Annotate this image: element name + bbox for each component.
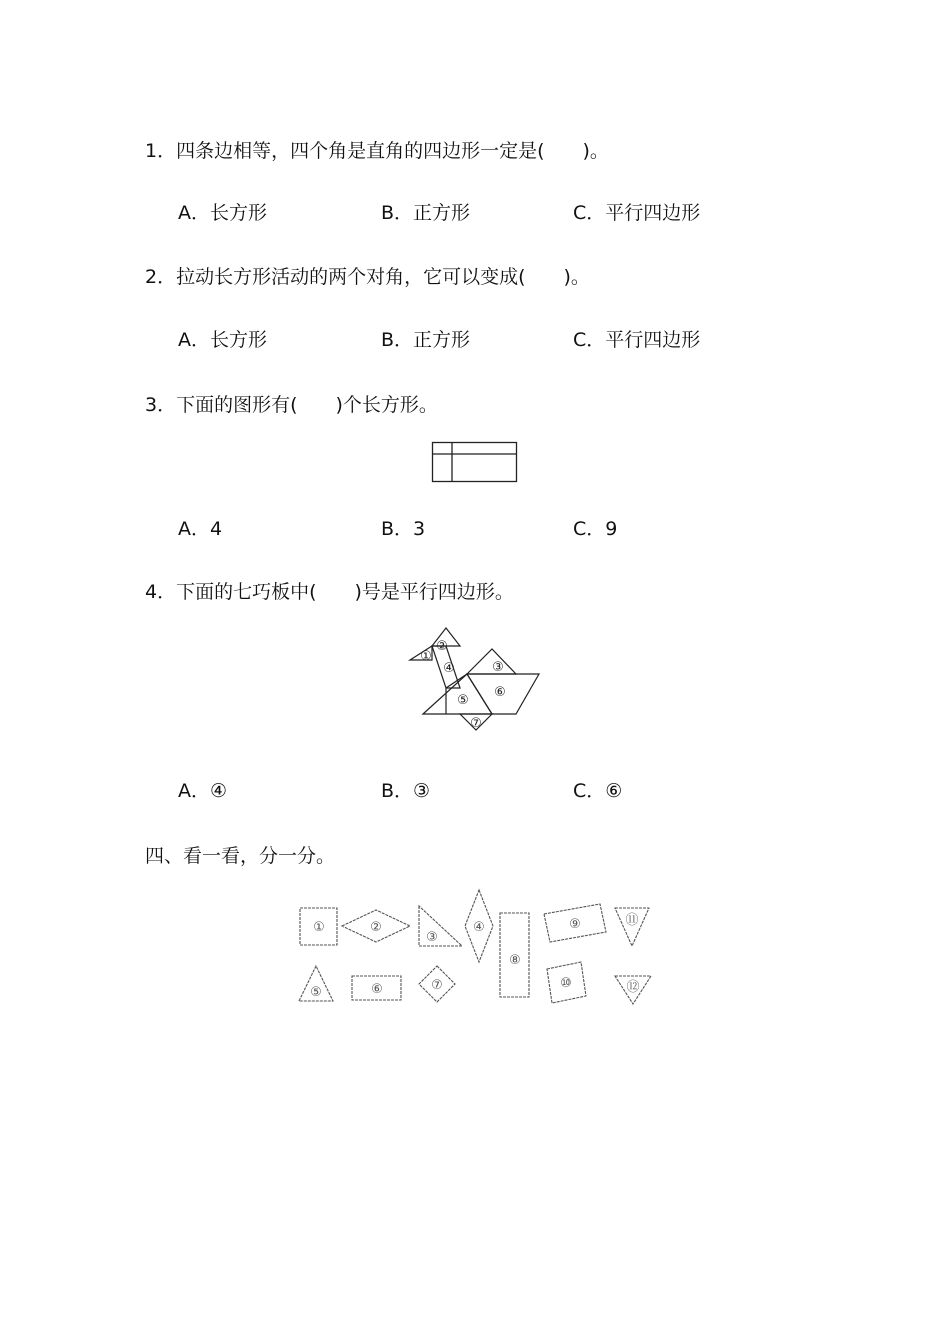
shape-label-12: ⑫	[626, 980, 640, 995]
tangram-duck-figure	[408, 626, 544, 734]
shape-label-7: ⑦	[431, 978, 443, 993]
shape-label-11: ⑪	[625, 913, 639, 928]
question-2-option-c[interactable]: C．平行四边形	[573, 329, 701, 351]
shape-label-5: ⑤	[310, 985, 322, 1000]
question-3-option-c[interactable]: C．9	[573, 518, 618, 540]
tangram-label-5: ⑤	[457, 693, 469, 708]
shape-label-4: ④	[473, 920, 485, 935]
question-3-option-b[interactable]: B．3	[381, 518, 426, 540]
question-4-option-c[interactable]: C．⑥	[573, 780, 623, 802]
tangram-label-7: ⑦	[470, 716, 482, 731]
shape-label-10: ⑩	[560, 976, 572, 991]
question-2-option-b[interactable]: B．正方形	[381, 329, 471, 351]
shape-label-6: ⑥	[371, 982, 383, 997]
question-4-option-a[interactable]: A．④	[178, 780, 228, 802]
question-1-text: 1．四条边相等，四个角是直角的四边形一定是( )。	[145, 140, 609, 162]
outer-rectangle	[433, 443, 517, 482]
question-4-text: 4．下面的七巧板中( )号是平行四边形。	[145, 581, 514, 603]
question-1-option-a[interactable]: A．长方形	[178, 202, 267, 224]
question-1-option-b[interactable]: B．正方形	[381, 202, 471, 224]
question-1-option-c[interactable]: C．平行四边形	[573, 202, 701, 224]
shape-label-1: ①	[313, 920, 325, 935]
tangram-label-3: ③	[492, 660, 504, 675]
question-2-option-a[interactable]: A．长方形	[178, 329, 267, 351]
shape-label-2: ②	[370, 920, 382, 935]
question-3-option-a[interactable]: A．4	[178, 518, 223, 540]
tangram-label-4: ④	[443, 661, 455, 676]
question-2-text: 2．拉动长方形活动的两个对角，它可以变成( )。	[145, 266, 590, 288]
shape-label-3: ③	[426, 930, 438, 945]
shape-label-9: ⑨	[569, 917, 581, 932]
tangram-label-6: ⑥	[494, 685, 506, 700]
question-3-text: 3．下面的图形有( )个长方形。	[145, 394, 438, 416]
rectangle-figure	[431, 441, 519, 483]
section-4-title: 四、看一看，分一分。	[145, 845, 336, 867]
question-4-option-b[interactable]: B．③	[381, 780, 431, 802]
tangram-label-2: ②	[436, 639, 448, 654]
shape-label-8: ⑧	[509, 953, 521, 968]
shapes-sorting-figure	[292, 886, 662, 1010]
tangram-label-1: ①	[420, 649, 432, 664]
